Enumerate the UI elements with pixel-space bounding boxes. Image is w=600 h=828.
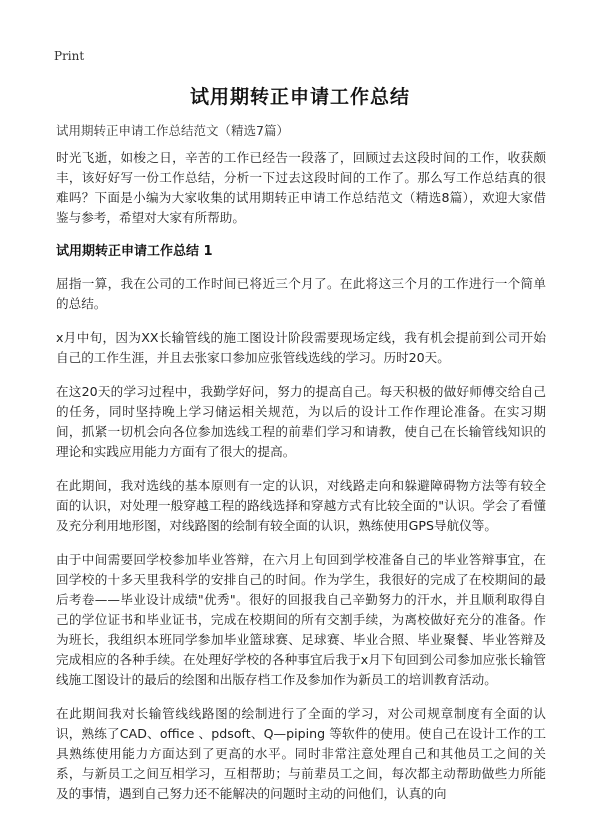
document-body <box>56 148 546 818</box>
intro-paragraph: 时光飞逝，如梭之日，辛苦的工作已经告一段落了，回顾过去这段时间的工作，收获颇丰，该好好写一份工作总结，分析一下过去这段时间的工作了。那么写工作总结真的很难吗？下面是小编为大家收集的试用期转正申请工作总结范文（精选8篇），欢迎大家借鉴与参考，希望对大家有所帮助。 <box>56 150 546 225</box>
document-subtitle: 试用期转正申请工作总结范文（精选7篇） <box>56 123 289 138</box>
body-paragraph: 屈指一算，我在公司的工作时间已将近三个月了。在此将这三个月的工作进行一个简单的总结。 <box>56 276 546 311</box>
body-paragraph: 在此期间，我对选线的基本原则有一定的认识，对线路走向和躲避障碍物方法等有较全面的认识，对处理一般穿越工程的路线选择和穿越方式有比较全面的"认识。学会了看懂及充分利用地形图，对线路图的绘制有较全面的认识，熟练使用GPS导航仪等。 <box>56 478 546 533</box>
body-paragraph: 由于中间需要回学校参加毕业答辩，在六月上旬回到学校准备自己的毕业答辩事宜，在回学校的十多天里我科学的安排自己的时间。作为学生，我很好的完成了在校期间的最后考卷——毕业设计成绩"优秀"。很好的回报我自己辛勤努力的汗水，并且顺利取得自己的学位证书和毕业证书，完成在校期间的所有交割手续，为离校做好充分的准备。作为班长，我组织本班同学参加毕业篮球赛、足球赛、毕业合照、毕业聚餐、毕业答辩及完成相应的各种手续。在处理好学校的各种事宜后我于x月下旬回到公司参加应张长输管线施工图设计的最后的绘图和出版存档工作及参加作为新员工的培训教育活动。 <box>56 552 546 687</box>
body-paragraph: x月中旬，因为XX长输管线的施工图设计阶段需要现场定线，我有机会提前到公司开始自己的工作生涯，并且去张家口参加应张管线选线的学习。历时20天。 <box>56 330 546 365</box>
section-heading: 试用期转正申请工作总结 1 <box>56 244 213 259</box>
body-paragraph: 在此期间我对长输管线线路图的绘制进行了全面的学习，对公司规章制度有全面的认识，熟练了CAD、office 、pdsoft、Q—piping 等软件的使用。使自己在设计工作的工具熟练使用能力方面达到了更高的水平。同时非常注意处理自己和其他员工之间的关系，与新员工之间互相学习，互相帮助；与前辈员工之间，每次都主动帮助做些力所能及的事情，遇到自己努力还不能解决的问题时主动的问他们，认真的向 <box>56 706 546 801</box>
print-link[interactable]: Print <box>54 49 85 63</box>
body-paragraph: 在这20天的学习过程中，我勤学好问，努力的提高自己。每天积极的做好师傅交给自己的任务，同时坚持晚上学习储运相关规范，为以后的设计工作作理论准备。在实习期间，抓紧一切机会向各位参加选线工程的前辈们学习和请教，使自己在长输管线知识的理论和实践应用能力方面有了很大的提高。 <box>56 384 546 459</box>
page-title: 试用期转正申请工作总结 <box>189 86 410 108</box>
